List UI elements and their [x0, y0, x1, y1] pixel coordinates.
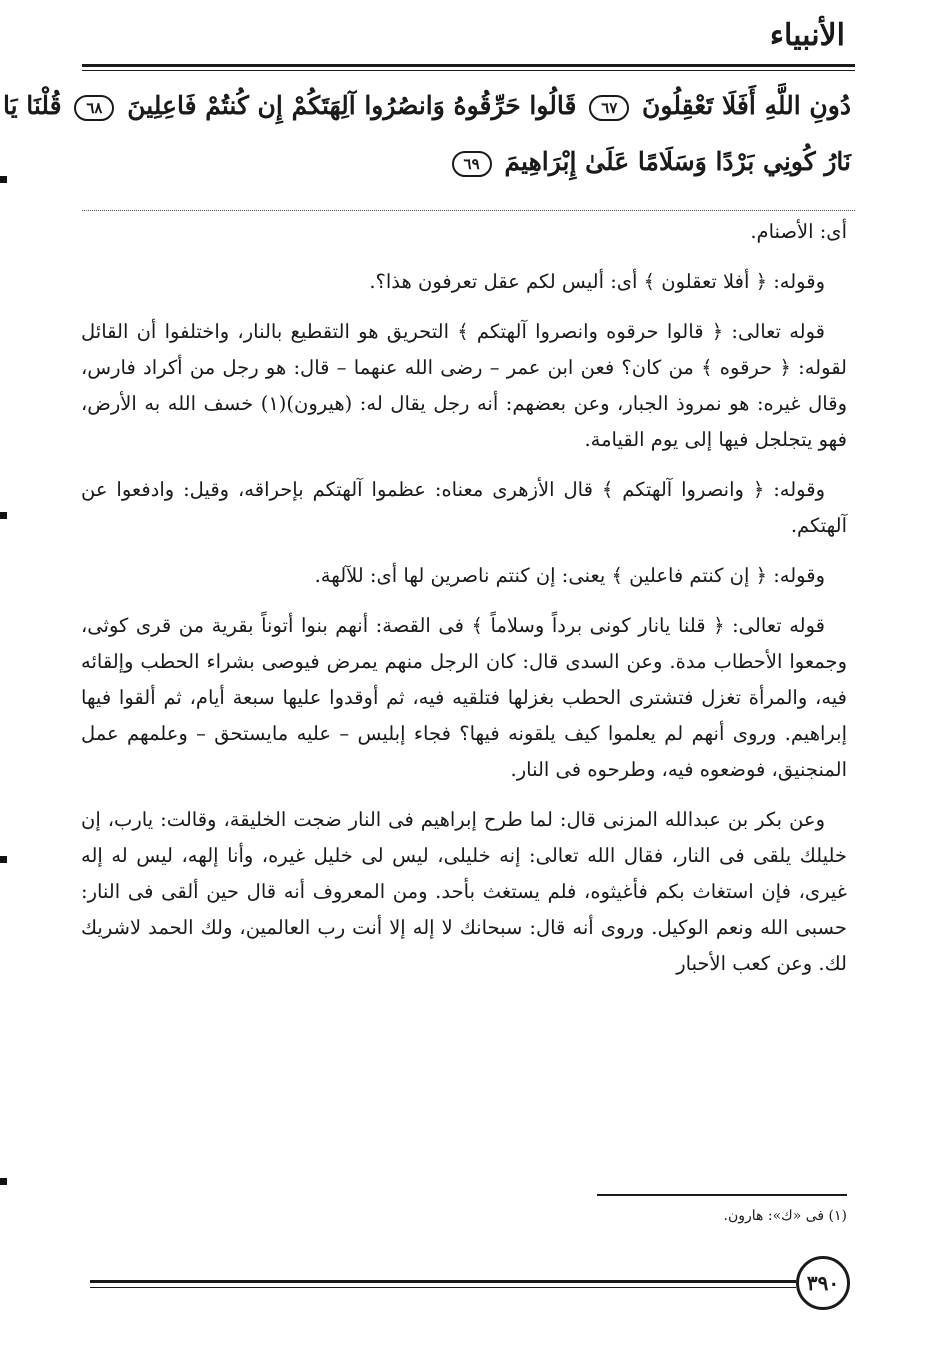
footnote-rule: [597, 1194, 847, 1196]
verse-number-marker: ٦٨: [74, 95, 114, 121]
section-separator: [82, 210, 855, 211]
quran-verses: [2, 78, 851, 190]
verse-number-marker: ٦٧: [589, 95, 629, 121]
verse-text: نَارُ كُونِي بَرْدًا وَسَلَامًا عَلَىٰ إِبْرَاهِيمَ: [504, 147, 851, 176]
verse-text: قُلْنَا يَا: [2, 91, 62, 120]
header-rule: [82, 64, 855, 67]
footer-rule-thin: [90, 1287, 796, 1288]
footnote: (١) فى «ك»: هارون.: [723, 1208, 847, 1224]
verse-text: دُونِ اللَّهِ أَفَلَا تَعْقِلُونَ: [642, 91, 851, 120]
commentary-paragraph: قوله تعالى: ﴿ قالوا حرقوه وانصروا آلهتكم ﴾ التحريق هو التقطيع بالنار، واختلفوا أن القائل لقوله: ﴿ حرقوه ﴾ من كان؟ فعن ابن عمر – رضى الله عنهما – قال: هو رجل من أكراد فارس، وقال غيره: هو نمروذ الجبار، وعن بعضهم: أنه رجل يقال له: (هيرون)(١) خسف الله به الأرض، فهو يتجلجل فيها إلى يوم القيامة.: [81, 320, 847, 451]
commentary-paragraph: وقوله: ﴿ وانصروا آلهتكم ﴾ قال الأزهرى معناه: عظموا آلهتكم بإحراقه، وقيل: وادفعوا عن آلهتكم.: [81, 478, 847, 537]
margin-mark: [0, 176, 7, 183]
quran-line-2: [71, 134, 851, 190]
margin-mark: [0, 1178, 7, 1185]
page-number: ٣٩٠: [796, 1256, 850, 1310]
commentary-paragraph: وقوله: ﴿ إن كنتم فاعلين ﴾ يعنى: إن كنتم ناصرين لها أى: للآلهة.: [314, 564, 825, 587]
footer-rule: [90, 1280, 796, 1283]
running-header-title: الأنبياء: [769, 18, 845, 53]
margin-mark: [0, 512, 7, 519]
commentary-paragraph: وقوله: ﴿ أفلا تعقلون ﴾ أى: أليس لكم عقل تعرفون هذا؟.: [369, 270, 825, 293]
verse-text: قَالُوا حَرِّقُوهُ وَانصُرُوا آلِهَتَكُمْ إِن كُنتُمْ فَاعِلِينَ: [127, 91, 577, 120]
header-rule-thin: [82, 70, 855, 71]
verse-number-marker: ٦٩: [452, 151, 492, 177]
commentary-paragraph: قوله تعالى: ﴿ قلنا يانار كونى برداً وسلاماً ﴾ فى القصة: أنهم بنوا أتوناً بقرية من قرى كوثى، وجمعوا الأحطاب مدة. وعن السدى قال: كان الرجل منهم يمرض فيوصى بشراء الحطب وإلقائه فيه، والمرأة تغزل فتشترى الحطب بغزلها فتلقيه فيه، ثم أوقدوا عليها سبعة أيام، ثم ألقوا فيها إبراهيم. وروى أنهم لم يعلموا كيف يلقونه فيها؟ فجاء إبليس – عليه مايستحق – وعلمهم عمل المنجنيق، فوضعوه فيه، وطرحوه فى النار.: [81, 614, 847, 781]
commentary-paragraph: وعن بكر بن عبدالله المزنى قال: لما طرح إبراهيم فى النار ضجت الخليقة، وقالت: يارب، إن خليلك يلقى فى النار، فقال الله تعالى: إنه خليلى، ليس لى خليل غيره، وأنا إلهه، ليس له إله غيرى، فإن استغاث بكم فأغيثوه، فلم يستغث بأحد. ومن المعروف أنه قال حين ألقى فى النار: حسبى الله ونعم الوكيل. وروى أنه قال: سبحانك لا إله إلا أنت رب العالمين، ولك الحمد لاشريك لك. وعن كعب الأحبار: [81, 808, 847, 975]
commentary-paragraph: أى: الأصنام.: [750, 220, 847, 243]
commentary-body: [81, 214, 847, 996]
margin-mark: [0, 856, 7, 863]
quran-line-1: [2, 78, 851, 134]
